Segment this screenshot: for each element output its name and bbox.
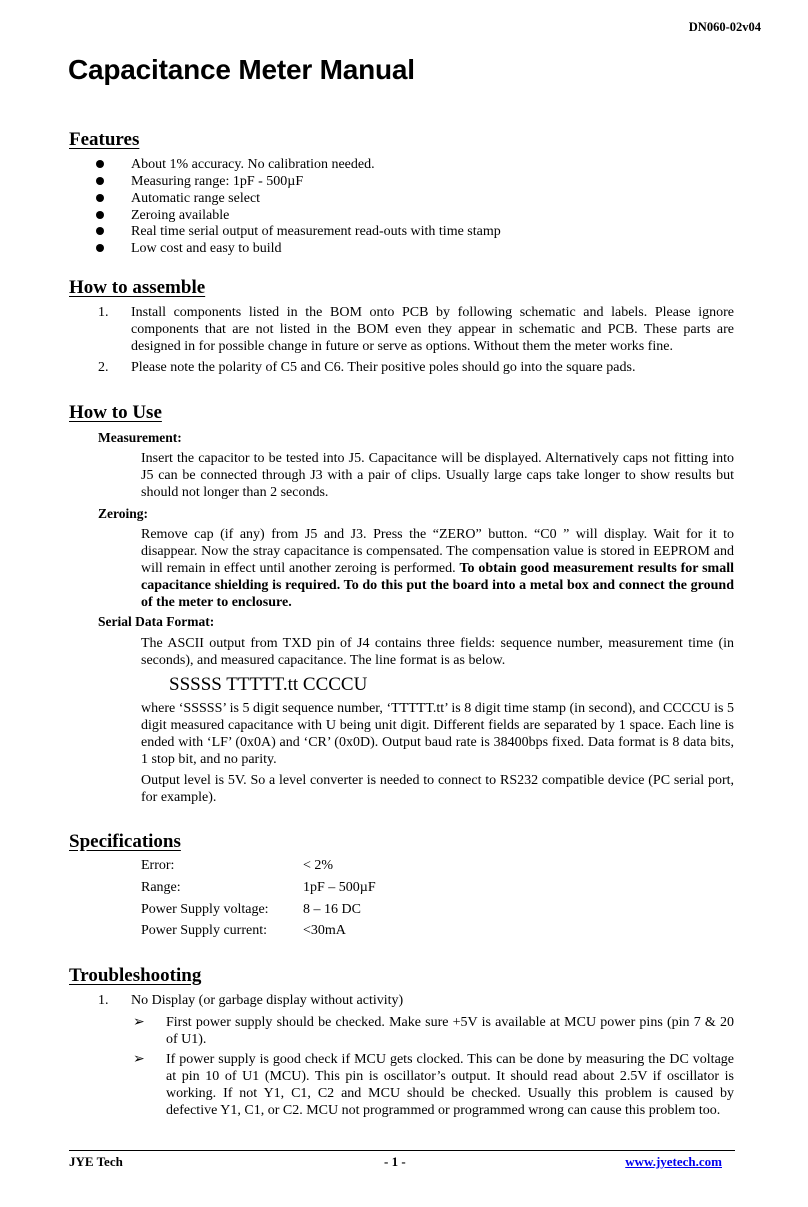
arrow-bullet-icon: ➢ xyxy=(133,1051,145,1067)
spec-value: 1pF – 500µF xyxy=(303,880,376,895)
bullet-icon xyxy=(96,227,104,235)
spec-label: Error: xyxy=(141,858,175,873)
trouble-item-title: No Display (or garbage display without activity) xyxy=(131,993,404,1008)
spec-value: < 2% xyxy=(303,858,334,873)
arrow-bullet-icon: ➢ xyxy=(133,1014,145,1030)
serial-intro: The ASCII output from TXD pin of J4 contains three fields: sequence number, measurement time (in seconds), and measured capacitance. The line format is as below. xyxy=(141,636,734,668)
trouble-point-2: If power supply is good check if MCU gets clocked. This can be done by measuring the DC voltage at pin 10 of U1 (MCU). This pin is oscillator’s output. It should read about 2.5V if oscillator is working. If not Y1, C1, C2 and MCU should be checked. Usually this problem is caused by defective Y1, C1, or C2. MCU not programmed or programmed wrong can cause this problem too. xyxy=(166,1052,734,1118)
specifications-heading: Specifications xyxy=(69,831,181,852)
zeroing-body: Remove cap (if any) from J5 and J3. Press the “ZERO” button. “C0 ” will display. Wait for it to disappear. Now the stray capacitance is compensated. The compensation value is stored in EEPROM and will remain in effect until another zeroing is performed. xyxy=(141,527,734,576)
list-item: Real time serial output of measurement read-outs with time stamp xyxy=(131,224,501,239)
spec-value: 8 – 16 DC xyxy=(303,902,361,917)
list-number: 1. xyxy=(98,305,109,320)
troubleshooting-heading: Troubleshooting xyxy=(69,965,202,986)
document-id: DN060-02v04 xyxy=(688,20,761,34)
list-number: 2. xyxy=(98,360,109,375)
bullet-icon xyxy=(96,177,104,185)
assemble-heading: How to assemble xyxy=(69,277,206,298)
features-heading: Features xyxy=(69,129,140,150)
zeroing-note: To obtain good measurement results for small capacitance shielding is required. To do this put the board into a metal box and connect the ground of the meter to enclosure. xyxy=(141,561,734,610)
page-number: - 1 - xyxy=(384,1154,406,1169)
website-link[interactable]: www.jyetech.com xyxy=(625,1154,722,1169)
spec-label: Range: xyxy=(141,880,181,895)
assemble-step-2: Please note the polarity of C5 and C6. Their positive poles should go into the square pads. xyxy=(131,360,636,375)
bullet-icon xyxy=(96,194,104,202)
bullet-icon xyxy=(96,160,104,168)
how-to-use-heading: How to Use xyxy=(69,402,162,423)
bullet-icon xyxy=(96,244,104,252)
page-title: Capacitance Meter Manual xyxy=(68,54,415,85)
list-item: Zeroing available xyxy=(131,208,230,223)
trouble-point-1: First power supply should be checked. Make sure +5V is available at MCU power pins (pin 7 & 20 of U1). xyxy=(166,1015,734,1047)
measurement-label: Measurement: xyxy=(98,430,182,445)
list-item: About 1% accuracy. No calibration needed. xyxy=(131,157,375,172)
serial-detail: where ‘SSSSS’ is 5 digit sequence number, ‘TTTTT.tt’ is 8 digit time stamp (in second), and CCCCU is 5 digit measured capacitance with U being unit digit. Different fields are separated by 1 space. Each line is ended with ‘LF’ (0x0A) and ‘CR’ (0x0D). Output baud rate is 38400bps fixed. Data format is 8 data bits, 1 stop bit, and no parity. xyxy=(141,701,734,767)
list-item: Measuring range: 1pF - 500µF xyxy=(131,174,304,189)
assemble-step-1: Install components listed in the BOM onto PCB by following schematic and labels. Please ignore components that are not listed in the BOM even they appear in schematic and PCB. These parts are designed in for possible change in future or serve as options. Without them the meter works fine. xyxy=(131,305,734,354)
bullet-icon xyxy=(96,211,104,219)
list-number: 1. xyxy=(98,993,109,1008)
spec-label: Power Supply current: xyxy=(141,923,267,938)
serial-format-label: Serial Data Format: xyxy=(98,614,215,629)
footer-divider xyxy=(69,1150,735,1151)
spec-label: Power Supply voltage: xyxy=(141,902,269,917)
list-item: Automatic range select xyxy=(131,191,261,206)
spec-value: <30mA xyxy=(303,923,346,938)
footer-company: JYE Tech xyxy=(69,1154,123,1169)
output-level-text: Output level is 5V. So a level converter is needed to connect to RS232 compatible device (PC serial port, for example). xyxy=(141,773,734,805)
zeroing-text xyxy=(141,526,734,611)
list-item: Low cost and easy to build xyxy=(131,241,282,256)
zeroing-label: Zeroing: xyxy=(98,506,148,521)
serial-line-format: SSSSS TTTTT.tt CCCCU xyxy=(169,674,368,695)
measurement-text: Insert the capacitor to be tested into J5. Capacitance will be displayed. Alternatively caps not fitting into J5 can be connected through J3 with a pair of clips. Usually large caps take longer to show results but should not longer than 2 seconds. xyxy=(141,451,734,500)
